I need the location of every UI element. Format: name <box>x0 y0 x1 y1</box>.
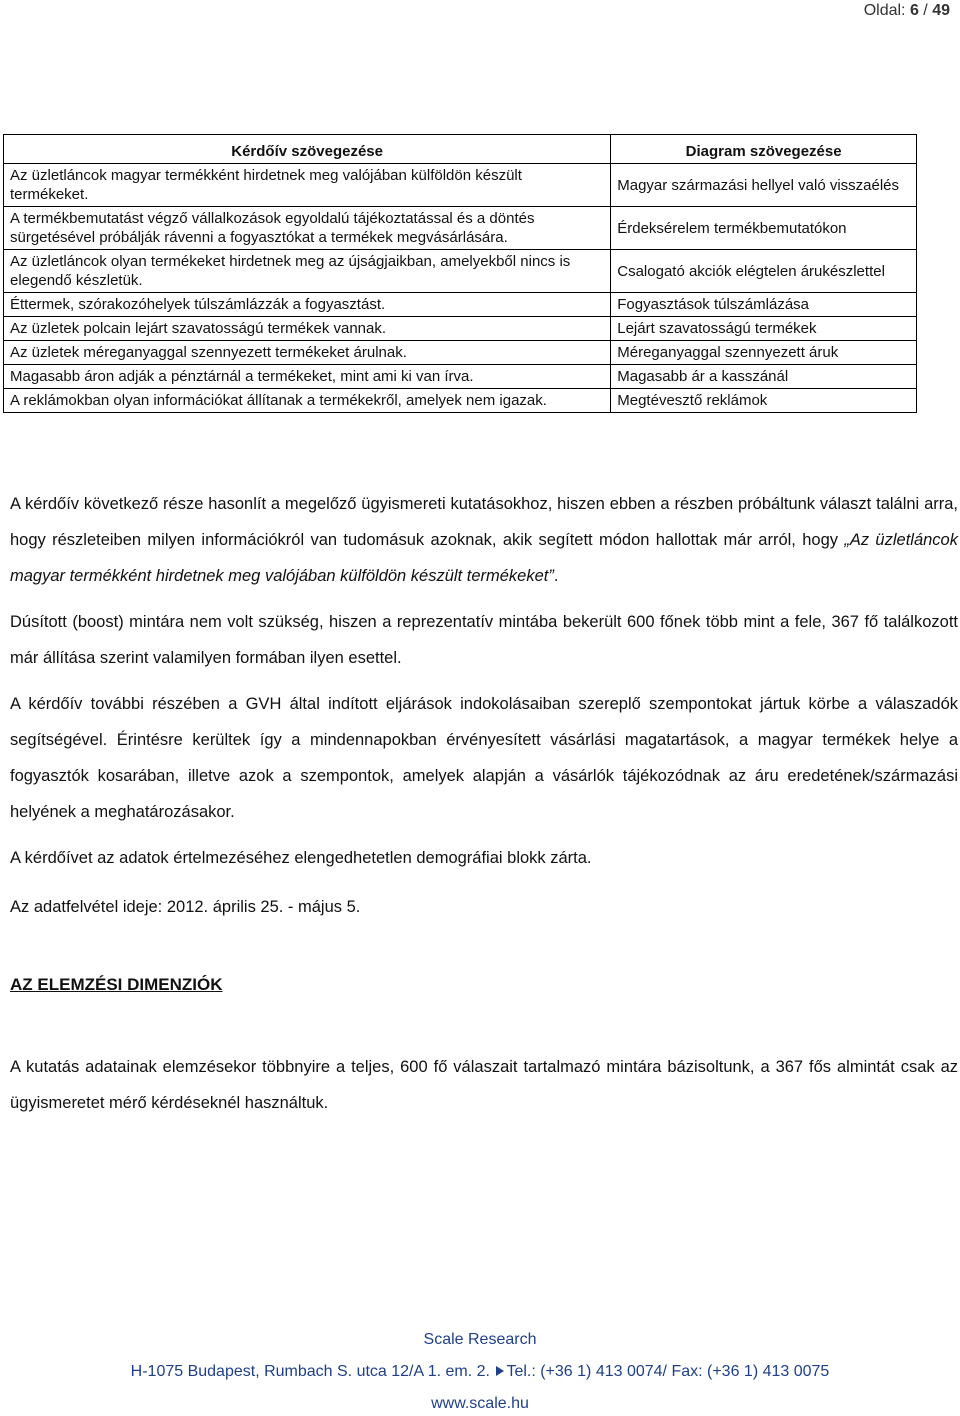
footer-contact-line <box>0 1363 960 1381</box>
question-cell: Az üzletek méreganyaggal szennyezett termékeket árulnak. <box>4 341 611 365</box>
col-header-questionnaire: Kérdőív szövegezése <box>4 135 611 164</box>
footer-website-link[interactable]: www.scale.hu <box>431 1395 529 1412</box>
table-header-row <box>4 135 917 164</box>
paragraph-text: A kérdőív következő része hasonlít a megelőző ügyismereti kutatásokhoz, hiszen ebben a részben próbáltunk választ találni arra, hogy részleteiben milyen információkról van tudomásuk azoknak, akik segített módon hallottak már arról, hogy <box>10 495 958 549</box>
question-cell: Az üzletláncok magyar termékként hirdetnek meg valójában külföldön készült termékeket. <box>4 164 611 207</box>
table-row <box>4 317 917 341</box>
diagram-cell: Érdeksérelem termékbemutatókon <box>611 207 917 250</box>
question-cell: Az üzletek polcain lejárt szavatosságú termékek vannak. <box>4 317 611 341</box>
col-header-diagram: Diagram szövegezése <box>611 135 917 164</box>
diagram-cell: Csalogató akciók elégtelen árukészlettel <box>611 250 917 293</box>
paragraph-6: A kutatás adatainak elemzésekor többnyire a teljes, 600 fő válaszait tartalmazó mintára bázisoltunk, a 367 fős almintát csak az ügyismeretet mérő kérdéseknél használtuk. <box>10 1058 958 1112</box>
quoted-statement: „Az üzletláncok magyar termékként hirdetnek meg valójában külföldön készült termékeket” <box>10 531 958 585</box>
paragraph-end: . <box>553 567 559 585</box>
wording-table <box>3 134 917 413</box>
page-separator: / <box>923 2 928 19</box>
paragraph-2: Dúsított (boost) mintára nem volt szükség, hiszen a reprezentatív mintába bekerült 600 főnek több mint a fele, 367 fő találkozott már állítása szerint valamilyen formában ilyen esettel. <box>10 613 958 667</box>
page-number <box>864 2 950 20</box>
table-row <box>4 389 917 413</box>
table-row <box>4 365 917 389</box>
page-label: Oldal: <box>863 2 906 19</box>
arrow-right-icon <box>496 1366 504 1376</box>
paragraph-1 <box>10 486 958 594</box>
paragraph-3: A kérdőív további részében a GVH által indított eljárások indokolásaiban szereplő szempontokat jártuk körbe a válaszadók segítségével. Érintésre kerültek így a mindennapokban érvényesített vásárlási magatartások, a magyar termékek helye a fogyasztók kosarában, illetve azok a szempontok, amelyek alapján a vásárlók tájékozódnak az áru eredetének/származási helyének a meghatározásakor. <box>10 695 958 821</box>
footer-phone-fax: Tel.: (+36 1) 413 0074/ Fax: (+36 1) 413 0075 <box>506 1363 830 1380</box>
table-row <box>4 250 917 293</box>
table-row <box>4 164 917 207</box>
diagram-cell: Magasabb ár a kasszánál <box>611 365 917 389</box>
diagram-cell: Megtévesztő reklámok <box>611 389 917 413</box>
footer-company: Scale Research <box>423 1331 537 1348</box>
question-cell: Magasabb áron adják a pénztárnál a termékeket, mint ami ki van írva. <box>4 365 611 389</box>
page-current: 6 <box>909 2 919 19</box>
section-heading: AZ ELEMZÉSI DIMENZIÓK <box>10 975 223 994</box>
question-cell: Az üzletláncok olyan termékeket hirdetnek meg az újságjaikban, amelyekből nincs is elegendő készletük. <box>4 250 611 293</box>
paragraph-5: Az adatfelvétel ideje: 2012. április 25. - május 5. <box>10 898 361 916</box>
diagram-cell: Lejárt szavatosságú termékek <box>611 317 917 341</box>
diagram-cell: Fogyasztások túlszámlázása <box>611 293 917 317</box>
question-cell: A reklámokban olyan információkat állítanak a termékekről, amelyek nem igazak. <box>4 389 611 413</box>
diagram-cell: Méreganyaggal szennyezett áruk <box>611 341 917 365</box>
page-total: 49 <box>932 2 950 19</box>
table-row <box>4 293 917 317</box>
question-cell: A termékbemutatást végző vállalkozások egyoldalú tájékoztatással és a döntés sürgetésével próbálják rávenni a fogyasztókat a termékek megvásárlására. <box>4 207 611 250</box>
question-cell: Éttermek, szórakozóhelyek túlszámlázzák a fogyasztást. <box>4 293 611 317</box>
footer-address: H-1075 Budapest, Rumbach S. utca 12/A 1. em. 2. <box>130 1363 490 1380</box>
table-row <box>4 207 917 250</box>
paragraph-4: A kérdőívet az adatok értelmezéséhez elengedhetetlen demográfiai blokk zárta. <box>10 849 592 867</box>
diagram-cell: Magyar származási hellyel való visszaélés <box>611 164 917 207</box>
table-row <box>4 341 917 365</box>
